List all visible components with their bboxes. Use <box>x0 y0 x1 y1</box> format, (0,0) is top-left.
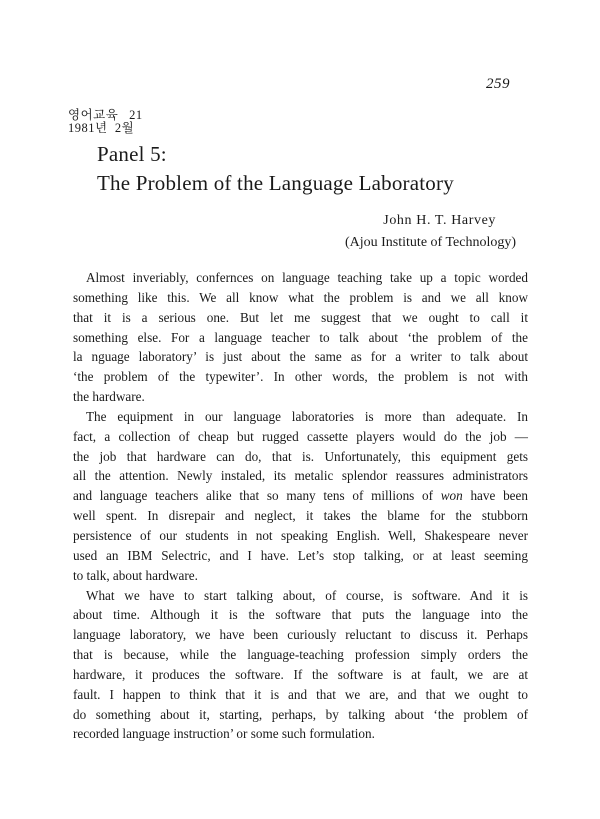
text-line: well spent. In disrepair and neglect, it takes the blame for the stubborn <box>73 508 528 524</box>
text-line: fault. I happen to think that it is and that we are, and that we ought to <box>73 686 528 702</box>
text-line: that it is a serious one. But let me suggest that we ought to call it <box>73 309 528 325</box>
text-line: recorded language instruction’ or some such formulation. <box>73 726 375 742</box>
text-line: persistence of our students in not speaking English. Well, Shakespeare never <box>73 527 528 543</box>
text-line: that is because, while the language-teaching profession simply orders the <box>73 647 528 663</box>
text-line: language laboratory, we have been curiously reluctant to discuss it. Perhaps <box>73 627 528 643</box>
paper-title <box>97 140 454 198</box>
text-line: Almost inveriably, confernces on language teaching take up a topic worded <box>86 270 528 285</box>
text-line: hardware, it produces the software. If the software is at fault, we are at <box>73 666 528 682</box>
journal-volume: 영어교육 21 <box>68 108 143 122</box>
author-affiliation: (Ajou Institute of Technology) <box>344 235 516 250</box>
text-line: something else. For a language teacher to talk about ‘the problem of the <box>73 329 528 345</box>
body-text <box>73 268 528 744</box>
text-line: and language teachers alike that so many tens of millions of won have been <box>73 488 528 504</box>
text-line: The equipment in our language laboratories is more than adequate. In <box>86 408 528 424</box>
text-line: What we have to start talking about, of course, is software. And it is <box>86 587 528 603</box>
title-line-panel: Panel 5: <box>97 142 167 166</box>
title-line-main: The Problem of the Language Laboratory <box>97 171 454 195</box>
text-line: all the attention. Newly instaled, its metalic splendor reassures administrators <box>73 468 528 484</box>
text-line: the job that hardware can do, that is. Unfortunately, this equipment gets <box>73 448 528 464</box>
page-number: 259 <box>486 76 510 92</box>
text-line: ‘the problem of the typewiter’. In other words, the problem is not with <box>73 369 528 385</box>
text-line: something like this. We all know what the problem is and we all know <box>73 289 528 305</box>
text-line: to talk, about hardware. <box>73 567 198 583</box>
text-line: about time. Although it is the software that puts the language into the <box>73 607 528 623</box>
text-line: used an IBM Selectric, and I have. Let’s stop talking, or at least seeming <box>73 547 528 563</box>
journal-info <box>68 109 143 135</box>
author-name: John H. T. Harvey <box>383 213 496 228</box>
text-line: fact, a collection of cheap but rugged cassette players would do the job — <box>73 428 528 444</box>
text-line: the hardware. <box>73 389 145 405</box>
text-line: la nguage laboratory’ is just about the same as for a writer to talk about <box>73 349 528 365</box>
author-block <box>345 210 516 254</box>
text-line: do something about it, starting, perhaps, by talking about ‘the problem of <box>73 706 528 722</box>
journal-date: 1981년 2월 <box>68 121 135 135</box>
